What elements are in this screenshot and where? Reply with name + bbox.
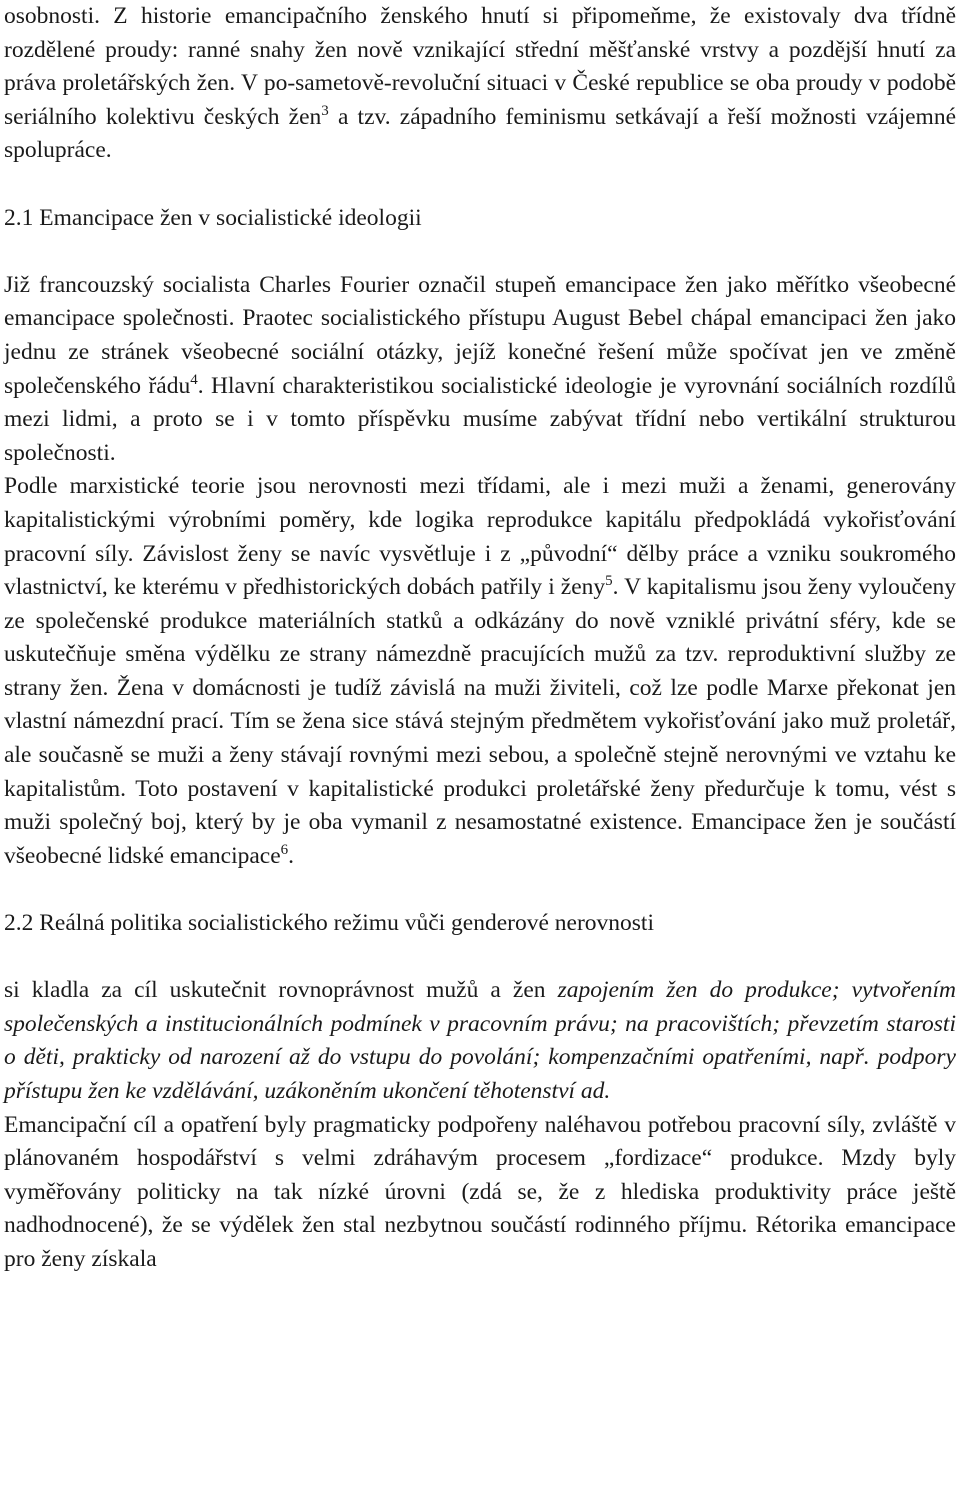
footnote-ref: 6 — [280, 842, 289, 859]
section-heading-2-2: 2.2 Reálná politika socialistického režimu vůči genderové nerovnosti — [4, 910, 654, 937]
section-heading-2-1: 2.1 Emancipace žen v socialistické ideologii — [4, 204, 422, 231]
paragraph-emancipation-goal: Emancipační cíl a opatření byly pragmaticky podpořeny naléhavou potřebou pracovní síly, zvláště v plánovaném hospodářství s velmi zdráhavým procesem „fordizace“ produkce. Mzdy byly vyměřovány politicky na tak nízké úrovni (zdá se, že z hlediska produktivity práce ještě nadhodnocené), že se výdělek žen stal nezbytnou součástí rodinného příjmu. Rétorika emancipace pro ženy získala — [4, 1111, 956, 1272]
footnote-ref: 4 — [190, 371, 198, 388]
footnote-ref: 3 — [321, 102, 329, 119]
spacer — [4, 941, 956, 975]
paragraph-intro: osobnosti. Z historie emancipačního ženského hnutí si připomeňme, že existovaly dva třídně rozdělené proudy: ranné snahy žen nově vznikající střední měšťanské vrstvy a pozdější hnutí za práva proletářských žen. V po-sametově-revoluční situaci v České republice se oba proudy v podobě seriálního kolektivu českých žen$^3$ a tzv. západního feminismu setkávají a řeší možnosti vzájemné spolupráce. — [4, 3, 957, 164]
paragraph-marxist-theory: Podle marxistické teorie jsou nerovnosti mezi třídami, ale i mezi muži a ženami, generovány kapitalistickými výrobními poměry, kde logika reprodukce kapitálu předpokládá vykořisťování pracovní síly. Závislost ženy se navíc vysvětluje i z „původní“ dělby práce a vzniku soukromého vlastnictví, ke kterému v předhistorických dobách patřily i ženy$^5$. V kapitalismu jsou ženy vyloučeny ze společenské produkce materiálních statků a odkázány do nově vzniklé privátní sféry, kde se uskutečňuje směna výdělku ze strany námezdně pracujících mužů za tzv. reproduktivní služby ze strany žen. Žena v domácnosti je tudíž závislá na muži živiteli, což lze podle Marxe překonat jen vlastní námezdní prací. Tím se žena sice stává stejným předmětem vykořisťování jako muž proletář, ale současně se muži a ženy stávají rovnými mezi sebou, a společně stejně nerovnými ve vztahu ke kapitalistům. Toto postavení v kapitalistické produkci proletářské ženy předurčuje k tomu, vést s muži společný boj, který by je oba vymanil z nesamostatné existence. Emancipace žen je součástí všeobecné lidské emancipace$^6$. — [4, 473, 956, 869]
paragraph-fourier: Již francouzský socialista Charles Fourier označil stupeň emancipace žen jako měřítko všeobecné emancipace společnosti. Praotec socialistického přístupu August Bebel chápal emancipaci žen jako jednu ze stránek všeobecné sociální otázky, jejíž konečné řešení může spočívat jen ve změně společenského řádu$^4$. Hlavní charakteristikou socialistické ideologie je vyrovnání sociálních rozdílů mezi lidmi, a proto se i v tomto příspěvku musíme zabývat třídní nebo vertikální strukturou společnosti. — [4, 271, 956, 466]
spacer — [4, 168, 956, 202]
italic-measures: zapojením žen do produkce; vytvořením společenských a institucionálních podmínek v pracovním právu; na pracovištích; převzetím starosti o děti, prakticky od narození až do vstupu do povolání; kompenzačními opatřeními, např. podpory přístupu žen ke vzdělávání, uzákoněním ukončení těhotenství ad. — [4, 977, 957, 1104]
footnote-ref: 5 — [605, 573, 613, 590]
paragraph-real-policy: si kladla za cíl uskutečnit rovnoprávnost mužů a žen zapojením žen do produkce; vytvořením společenských a institucionálních podmínek v pracovním právu; na pracovištích; převzetím starosti o děti, prakticky od narození až do vstupu do povolání; kompenzačními opatřeními, např. podpory přístupu žen ke vzdělávání, uzákoněním ukončení těhotenství ad. — [4, 977, 957, 1104]
spacer — [4, 235, 956, 269]
spacer — [4, 873, 956, 907]
document-page — [4, 0, 956, 1277]
